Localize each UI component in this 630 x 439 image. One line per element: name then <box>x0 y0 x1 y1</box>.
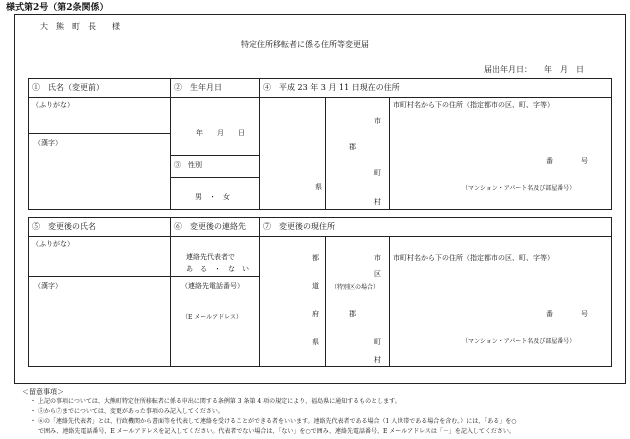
email-label: （E メールアドレス） <box>182 314 242 321</box>
sec2-special-ward: （特別区の場合） <box>331 284 380 291</box>
sec1-city-machi: 町 <box>374 169 381 177</box>
sec2-banchi: 番 号 <box>546 310 588 318</box>
sec2-pref-fu: 府 <box>312 310 319 318</box>
label-dob: ② 生年月日 <box>174 83 222 92</box>
form-number: 様式第2号（第2条関係） <box>6 3 109 13</box>
dob-ymd[interactable]: 年 月 日 <box>196 129 245 137</box>
sec2-mansion: （マンション・アパート名及び部屋番号） <box>462 338 576 345</box>
note-bullet: ・ <box>30 408 37 415</box>
sec1-furigana-label: （ふりがな） <box>32 101 74 109</box>
sec2-pref-ken: 県 <box>312 338 319 346</box>
sec2-header-line <box>28 236 612 237</box>
sec2-divider-1 <box>170 217 171 367</box>
sec2-furigana-label: （ふりがな） <box>32 240 74 248</box>
sec1-divider-1 <box>170 78 171 210</box>
sec2-kanji-label: （漢字） <box>34 282 62 290</box>
label-address-2011: ④ 平成 23 年 3 月 11 日現在の住所 <box>263 83 400 92</box>
note-bullet: ・ <box>30 398 37 405</box>
sec2-pref-to: 都 <box>312 254 319 262</box>
label-gender: ③ 性別 <box>174 161 202 169</box>
sec2-name-split <box>28 276 170 277</box>
sec1-divider-2 <box>259 78 260 210</box>
sec2-contact-split <box>170 276 259 277</box>
sec1-city-gun: 郡 <box>349 143 356 151</box>
sec2-city-machi: 町 <box>374 338 381 346</box>
sec1-dob-split <box>170 155 259 156</box>
sec1-name-split <box>28 133 170 134</box>
sec2-pref-do: 道 <box>312 282 319 290</box>
sec2-divider-2 <box>259 217 260 367</box>
sec2-divider-4 <box>389 236 390 367</box>
sec2-divider-3 <box>325 236 326 367</box>
sec1-city-mura: 村 <box>374 198 381 206</box>
sec1-city-shi: 市 <box>374 117 381 125</box>
sec2-city-mura: 村 <box>374 356 381 364</box>
notes-header: ＜留意事項＞ <box>22 388 64 396</box>
note-bullet: ・ <box>30 418 37 425</box>
label-name-after: ⑤ 変更後の氏名 <box>32 222 96 231</box>
sec1-mansion: （マンション・アパート名及び部屋番号） <box>462 185 576 192</box>
note-3-cont: で囲み、連絡先電話番号、E メールアドレスを記入してください。代表者でない場合は、「ない」を○で囲み、連絡先電話番号、E メールアドレスは「－」を記入してください。 <box>38 428 515 435</box>
sec1-banchi: 番 号 <box>546 157 588 165</box>
recipient: 大 熊 町 長 様 <box>40 22 120 31</box>
label-contact: ⑥ 変更後の連絡先 <box>174 222 246 231</box>
label-current-address: ⑦ 変更後の現住所 <box>263 222 335 231</box>
label-name-before: ① 氏名（変更前） <box>32 83 104 92</box>
sec1-kanji-label: （漢字） <box>34 139 62 147</box>
note-3: ⑥の「連絡先代表者」とは、行政機関から書面等を代表して連絡を受けることができる者をいいます。連絡先代表者である場合（1 人世帯である場合を含む。）には、「ある」を○ <box>38 418 517 425</box>
sec2-city-shi: 市 <box>374 254 381 262</box>
tel-label: （連絡先電話番号） <box>181 282 244 290</box>
sec1-header-line <box>28 97 612 98</box>
note-1: 上記の事項については、大熊町特定住所移転者に係る申出に関する条例第 3 条第 4 項の規定により、福島県に通知するものとします。 <box>38 398 401 405</box>
sec2-city-ku: 区 <box>374 270 381 278</box>
sec2-city-gun: 郡 <box>349 310 356 318</box>
rep-choice[interactable]: あ る ・ な い <box>186 265 249 273</box>
sec1-divider-4 <box>389 97 390 210</box>
sec2-address-label: 市町村名から下の住所（指定都市の区、町、字等） <box>393 254 554 262</box>
date-field[interactable]: 届出年月日： 年 月 日 <box>484 65 584 74</box>
sec1-gender-split <box>170 177 259 178</box>
sec1-divider-3 <box>325 97 326 210</box>
sec1-address-label: 市町村名から下の住所（指定都市の区、町、字等） <box>393 101 554 109</box>
sec1-pref-label: 県 <box>315 183 322 191</box>
rep-label: 連絡先代表者で <box>186 253 235 261</box>
form-title: 特定住所移転者に係る住所等変更届 <box>241 40 369 49</box>
gender-choice[interactable]: 男 ・ 女 <box>195 193 230 201</box>
note-2: ⑤から⑦までについては、変更があった事項のみ記入してください。 <box>38 408 224 415</box>
